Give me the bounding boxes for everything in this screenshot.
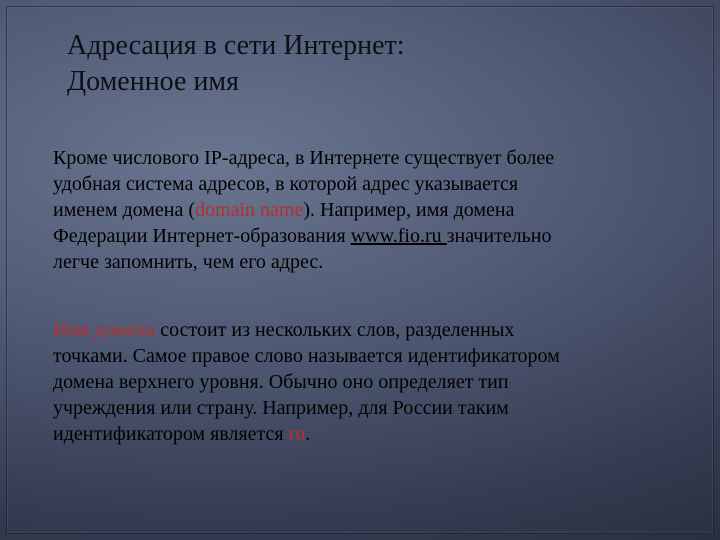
text-line	[53, 223, 693, 249]
text-line: учреждения или страну. Например, для России таким	[53, 397, 509, 419]
title-line-2: Доменное имя	[67, 66, 240, 97]
text-line: домена верхнего уровня. Обычно оно определяет тип	[53, 371, 509, 393]
term-domain-name: domain name	[195, 199, 304, 221]
text-fragment: именем домена (	[53, 199, 196, 221]
paragraph-domain-structure	[53, 317, 693, 447]
title-line-1: Адресация в сети Интернет:	[67, 30, 405, 61]
text-line: точками. Самое правое слово называется идентификатором	[53, 345, 560, 367]
text-line: удобная система адресов, в которой адрес указывается	[53, 173, 519, 195]
term-ru: ru	[288, 423, 306, 445]
text-fragment: состоит из нескольких слов, разделенных	[155, 319, 515, 341]
text-fragment: .	[305, 423, 311, 445]
text-fragment: значительно	[446, 225, 552, 247]
text-fragment: идентификатором является	[53, 423, 289, 445]
slide-title	[67, 28, 667, 100]
text-line: Кроме числового IP-адреса, в Интернете существует более	[53, 147, 555, 169]
text-line: легче запомнить, чем его адрес.	[53, 251, 324, 273]
term-domain-name-ru: Имя домена	[53, 319, 156, 341]
paragraph-domain-intro	[53, 145, 693, 275]
fio-link[interactable]: www.fio.ru	[350, 225, 447, 247]
text-line	[53, 421, 693, 447]
text-fragment: ). Например, имя домена	[303, 199, 515, 221]
text-line	[53, 317, 693, 343]
text-line	[53, 197, 693, 223]
text-fragment: Федерации Интернет-образования	[53, 225, 351, 247]
